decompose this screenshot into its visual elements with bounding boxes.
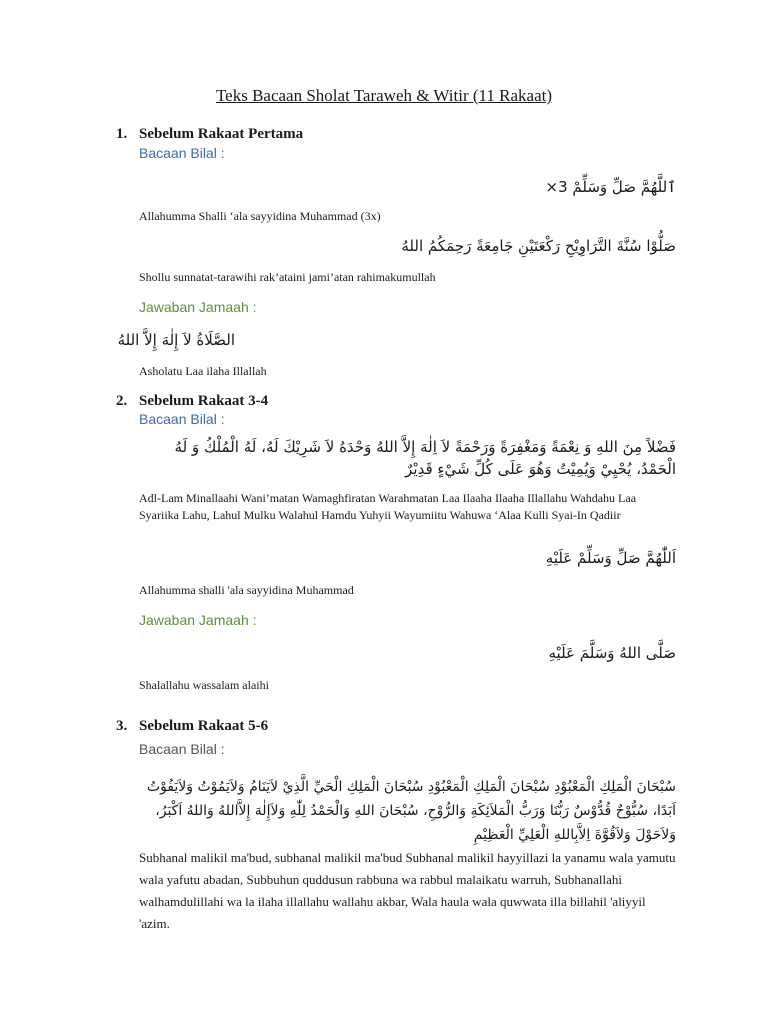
section-2-arabic-2: اَللّٰهُمَّ صَلِّ وَسَلِّمْ عَلَيْهِ: [545, 549, 676, 567]
section-2-arabic-1: فَضْلاً مِنَ اللهِ وَ نِعْمَةً وَمَغْفِرَةً وَرَحْمَةً لاَ اِلٰهَ إِلاَّ اللهُ وَحْدَهُ لاَ شَرِيْكَ لَهُ، لَهُ الْمُلْكُ وَ لَهُ الْحَمْدُ، يُحْيِيْ وَيُمِيْتُ وَهُوَ عَلَى كُلِّ شَيْءٍ قَدِيْرٌ: [174, 438, 676, 478]
section-3-latin-1: Subhanal malikil ma'bud, subhanal malikil ma'bud Subhanal malikil hayyillazi la yanamu wala yamutu wala yafutu abadan, Subbuhun quddusun rabbuna wa rabbul malaikatu warruh, Subhanallahi walhamdulillahi wa la ilaha illallahu wallahu akbar, Wala haula wala quwwata illa billahil 'aliyyil 'azim.: [139, 850, 676, 931]
page-title: Teks Bacaan Sholat Taraweh & Witir (11 Rakaat): [215, 86, 553, 105]
section-2-bilal-label: Bacaan Bilal :: [139, 411, 225, 427]
section-2-heading: Sebelum Rakaat 3-4: [139, 393, 269, 409]
section-1-arabic-2: صَلُّوْا سُنَّةَ التَّرَاوِيْحِ رَكْعَتَيْنِ جَامِعَةً رَحِمَكُمُ اللهُ: [401, 237, 676, 255]
section-1-bilal-label: Bacaan Bilal :: [139, 145, 225, 161]
section-1-jamaah-label: Jawaban Jamaah :: [139, 299, 257, 315]
section-1-latin-1: Allahumma Shalli ‘ala sayyidina Muhammad (3x): [139, 209, 381, 223]
section-1-number: 1.: [116, 126, 128, 142]
section-1-latin-3: Asholatu Laa ilaha Illallah: [139, 364, 267, 378]
section-2-latin-2: Allahumma shalli 'ala sayyidina Muhammad: [139, 583, 354, 597]
section-3-heading: Sebelum Rakaat 5-6: [139, 718, 269, 734]
section-1-latin-2: Shollu sunnatat-tarawihi rak’ataini jami’atan rahimakumullah: [139, 270, 436, 284]
section-2-latin-1: Adl-Lam Minallaahi Wani’matan Wamaghfiratan Warahmatan Laa Ilaaha Ilaaha Illallahu Wahdahu Laa Syariika Lahu, Lahul Mulku Walahul Hamdu Yuhyii Wayumiitu Wahuwa ‘Alaa Kulli Syai-In Qadiir: [139, 491, 637, 522]
section-2-jamaah-label: Jawaban Jamaah :: [139, 612, 257, 628]
section-3-number: 3.: [116, 718, 128, 734]
section-1-heading: Sebelum Rakaat Pertama: [139, 126, 304, 142]
section-2-number: 2.: [116, 393, 128, 409]
section-2-arabic-3: صَلَّى اللهُ وَسَلَّمَ عَلَيْهِ: [548, 644, 676, 662]
section-2-latin-3: Shalallahu wassalam alaihi: [139, 678, 269, 692]
section-1-arabic-1: ٱللَّهُمَّ صَلِّ وَسَلِّمْ 3×: [545, 178, 676, 196]
section-3-arabic-1: سُبْحَانَ الْمَلِكِ الْمَعْبُوْدِ سُبْحَانَ الْمَلِكِ الْمَعْبُوْدِ سُبْحَانَ الْمَلِكِ الْحَيِّ الَّذِيْ لاَيَنَامُ وَلاَيَمُوْتُ وَلاَيَفُوْتُ اَبَدًا، سُبُّوْحٌ قُدُّوْسٌ رَبُّنَا وَرَبُّ الْمَلاَئِكَةِ وَالرُّوْحِ، سُبْحَانَ اللهِ وَالْحَمْدُ لِلّٰهِ وَلاَإِلٰهَ إِلاَّاللهُ وَاللهُ اَكْبَرُ، وَلاَحَوْلَ وَلاَقُوَّةَ اِلاَّبِاللهِ الْعَلِيِّ الْعَظِيْمِ: [146, 779, 676, 843]
section-3-bilal-label: Bacaan Bilal :: [139, 741, 225, 757]
section-1-arabic-3: الصَّلَاةُ لاَ إِلٰهَ إِلاَّ اللهُ: [117, 331, 235, 349]
